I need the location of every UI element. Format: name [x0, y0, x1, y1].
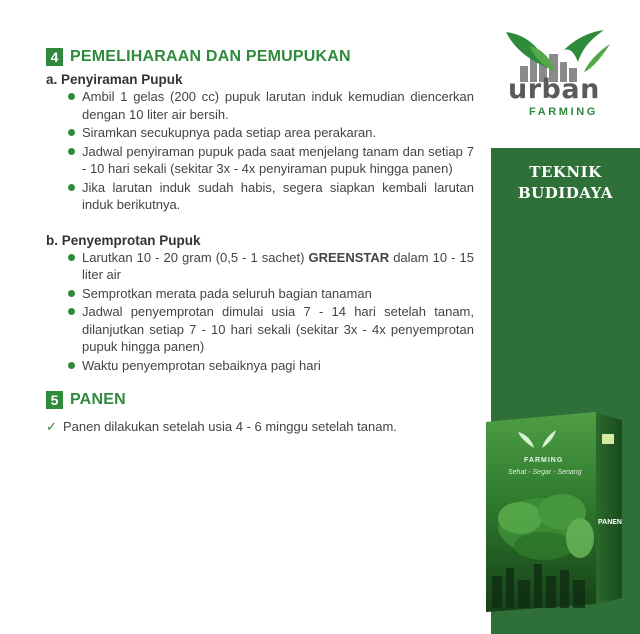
- harvest-note: [46, 419, 474, 435]
- list-item: [66, 143, 474, 178]
- product-tagline: Sehat - Segar - Senang: [508, 469, 582, 476]
- list-item: [66, 88, 474, 123]
- product-logo-subtitle: FARMING: [524, 457, 564, 464]
- list-item-text: Jadwal penyemprotan dimulai usia 7 - 14 hari setelah tanam, dilanjutkan setiap 7 - 10 hari sekali (sekitar 3x - 4x penyemprotan pupuk hingga panen): [82, 304, 474, 354]
- harvest-note-text: Panen dilakukan setelah usia 4 - 6 minggu setelah tanam.: [63, 419, 397, 434]
- checkmark-icon: ✓: [46, 419, 57, 434]
- subsection-b-list: [46, 249, 474, 375]
- product-name-greenstar: GREENSTAR: [308, 249, 390, 265]
- bullet-dot-icon: [68, 184, 75, 191]
- bullet-dot-icon: [68, 129, 75, 136]
- bullet-dot-icon: [68, 254, 75, 261]
- product-box-image: [470, 408, 630, 618]
- section-5-header: [46, 389, 474, 411]
- list-item-text: Siramkan secukupnya pada setiap area perakaran.: [82, 125, 377, 140]
- list-item-text: Jadwal penyiraman pupuk pada saat menjelang tanam dan setiap 7 - 10 hari sekali (sekitar 3x - 4x penyiraman pupuk hingga panen): [82, 143, 474, 176]
- bullet-dot-icon: [68, 362, 75, 369]
- subsection-a-list: [46, 88, 474, 214]
- list-item: [66, 249, 474, 284]
- bullet-dot-icon: [68, 308, 75, 315]
- list-item: [66, 179, 474, 214]
- panel-heading: [491, 162, 640, 204]
- section-5-number: 5: [46, 391, 63, 409]
- subsection-b-title: b. Penyemprotan Pupuk: [46, 232, 201, 248]
- section-5-title: PANEN: [70, 391, 126, 408]
- list-item-text: Waktu penyemprotan sebaiknya pagi hari: [82, 357, 321, 373]
- list-item: [66, 357, 474, 375]
- list-item: [66, 285, 474, 303]
- list-item: [66, 124, 474, 142]
- bullet-dot-icon: [68, 148, 75, 155]
- product-side-label: PANEN: [598, 519, 622, 526]
- bullet-dot-icon: [68, 290, 75, 297]
- panel-heading-line1: TEKNIK: [529, 163, 602, 181]
- list-item-text: Ambil 1 gelas (200 cc) pupuk larutan induk kemudian diencerkan dengan 10 liter air bersih.: [82, 89, 474, 122]
- section-4-header: [46, 46, 474, 68]
- section-4-number: 4: [46, 48, 63, 66]
- bullet-dot-icon: [68, 93, 75, 100]
- list-item-text: Semprotkan merata pada seluruh bagian tanaman: [82, 285, 372, 301]
- logo-wordmark: urban: [508, 74, 600, 105]
- subsection-a-title: a. Penyiraman Pupuk: [46, 72, 183, 87]
- content-column: [46, 46, 474, 435]
- list-item-text-post: dalam 10 - 15 liter air: [82, 249, 474, 282]
- list-item: [66, 303, 474, 356]
- list-item-text: Jika larutan induk sudah habis, segera siapkan kembali larutan induk berikutnya.: [82, 179, 474, 212]
- logo-subtitle: FARMING: [529, 106, 598, 118]
- section-4-title: PEMELIHARAAN DAN PEMUPUKAN: [70, 48, 351, 65]
- list-item-text-pre: Larutkan 10 - 20 gram (0,5 - 1 sachet): [82, 249, 309, 265]
- panel-heading-line2: BUDIDAYA: [517, 184, 614, 202]
